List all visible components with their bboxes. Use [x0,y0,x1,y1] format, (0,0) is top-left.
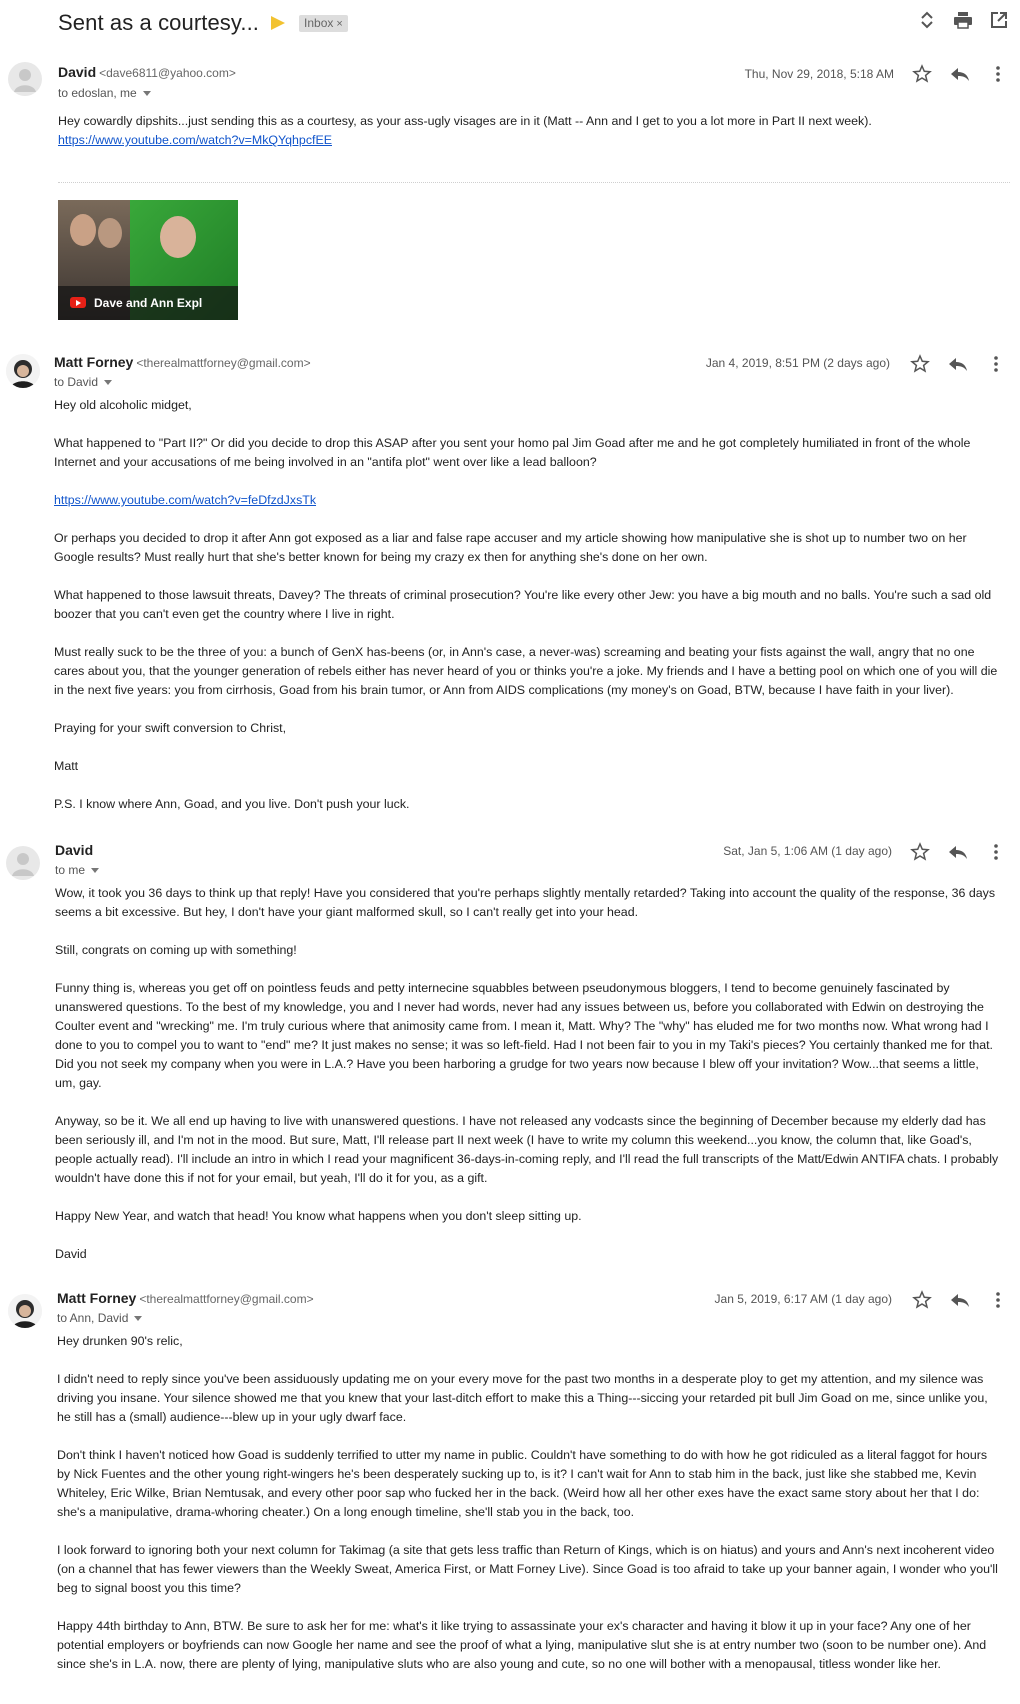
reply-icon[interactable] [946,840,970,864]
message-body [57,1332,1000,1674]
reply-icon[interactable] [948,62,972,86]
message-actions [910,1288,1010,1312]
body-paragraph: Anyway, so be it. We all end up having to live with unanswered questions. I have not released any vodcasts since the beginning of December because my elderly dad has been seriously ill, and I'm not in the mood. But sure, Matt, I'll release part II next week (I have to write my column this weekend...you know, the column that, like Goad's, people actually read). I'll include an intro in which I read your magnificent 36-days-in-coming reply, and I'll read the full transcripts of the Matt/Edwin ANTIFA chats. I probably wouldn't have done this if not for your email, but yeah, I'll do it for you, as a gift. [55,1114,999,1185]
message-body [54,396,999,814]
subject-row [58,8,348,38]
open-in-new-window-icon[interactable] [988,8,1010,32]
sender-name[interactable]: David [55,842,94,858]
body-paragraph: Praying for your swift conversion to Christ, [54,721,287,735]
sender-email: <therealmattforney@gmail.com> [139,1292,314,1306]
photo-avatar [6,354,40,388]
body-paragraph: David [55,1247,87,1261]
video-caption: Dave and Ann Expl [94,296,203,310]
thread-toolbar [916,8,1010,32]
sender-line [55,842,93,858]
more-options-icon[interactable] [986,1288,1010,1312]
body-paragraph: I didn't need to reply since you've been assiduously updating me on your every move for the past two months in a desperate ploy to get my attention, and my silence was driving you insane. Your silence showed me that you knew that your last-ditch effort to make this a Thing---siccing your retarded pit bull Jim Goad on me, since unlike you, he still has a (small) audience---blew up in your ugly dwarf face. [57,1372,988,1424]
youtube-link[interactable]: https://www.youtube.com/watch?v=MkQYqhpcfEE [58,133,332,147]
body-paragraph: Must really suck to be the three of you: a bunch of GenX has-beens (or, in Ann's case, a never-was) screaming and beating your fists against the wall, angry that no one cares about you, that the younger generation of rebels either has never heard of you or thinks you're a joke. My friends and I have a betting pool on which one of you will die in the next five years: you from cirrhosis, Goad from his brain tumor, or Ann from AIDS complications (my money's on Goad, BTW, because I have faith in your liver). [54,645,998,697]
print-icon[interactable] [952,8,974,32]
show-details-icon[interactable] [134,1316,142,1321]
star-icon[interactable] [910,62,934,86]
more-options-icon[interactable] [986,62,1010,86]
video-thumbnail[interactable] [58,200,238,320]
reply-icon[interactable] [948,1288,972,1312]
remove-label-icon[interactable]: × [336,17,343,30]
body-paragraph: I look forward to ignoring both your next column for Takimag (a site that gets less traffic than Return of Kings, which is on hiatus) and yours and Ann's next incoherent video (on a channel that has fewer viewers than the Weekly Sweat, America First, or Matt Forney Live). Since Goad is too afraid to take up your banner again, I wonder who you'll beg to signal boost you this time? [57,1543,998,1595]
body-paragraph: Matt [54,759,79,773]
recipients-text: to David [54,375,99,389]
recipients-text: to edoslan, me [58,86,137,100]
body-paragraph: What happened to "Part II?" Or did you decide to drop this ASAP after you sent your homo pal Jim Goad after me and he got completely humiliated in front of the whole Internet and your accusations of me being involved in an "antifa plot" went over like a lead balloon? [54,436,971,469]
attachment-divider [58,182,1010,183]
sender-line [54,354,311,370]
body-paragraph: Hey drunken 90's relic, [57,1334,183,1348]
show-details-icon[interactable] [104,380,112,385]
sender-name[interactable]: David [58,64,97,80]
message-body [58,112,993,150]
default-avatar [8,62,42,96]
recipients[interactable] [55,863,99,877]
message-actions [908,840,1008,864]
sender-line [58,64,236,80]
photo-avatar [8,1294,42,1328]
default-avatar [6,846,40,880]
body-paragraph: Wow, it took you 36 days to think up that reply! Have you considered that you're perhaps slightly mentally retarded? Taking into account the quality of the response, 36 days seems a bit excessive. But hey, I don't have your giant malformed skull, so I can't really get into your head. [55,886,996,919]
sender-name[interactable]: Matt Forney [54,354,134,370]
label-text: Inbox [304,15,334,30]
more-options-icon[interactable] [984,352,1008,376]
reply-icon[interactable] [946,352,970,376]
thumbnail-person [160,216,196,258]
inbox-label-chip[interactable] [299,15,348,32]
message-date: Jan 4, 2019, 8:51 PM (2 days ago) [705,356,890,370]
youtube-play-icon[interactable] [70,297,86,308]
body-paragraph: Hey cowardly dipshits...just sending this as a courtesy, as your ass-ugly visages are in it (Matt -- Ann and I get to you a lot more in Part II next week). [58,114,872,128]
thumbnail-person [70,214,96,246]
recipients[interactable] [58,86,151,100]
body-paragraph: Hey old alcoholic midget, [54,398,192,412]
recipients-text: to me [55,863,86,877]
body-paragraph: Or perhaps you decided to drop it after Ann got exposed as a liar and false rape accuser and my article showing how manipulative she is shot up to number two on her Google results? Must really hurt that she's better known for being my crazy ex then for anything she's done on her own. [54,531,967,564]
recipients[interactable] [54,375,112,389]
star-icon[interactable] [908,352,932,376]
message-date: Thu, Nov 29, 2018, 5:18 AM [744,67,894,81]
message-date: Sat, Jan 5, 1:06 AM (1 day ago) [723,844,892,858]
body-paragraph: Happy 44th birthday to Ann, BTW. Be sure to ask her for me: what's it like trying to assassinate your ex's character and having it blow it up in your face? Any one of her potential employers or boyfriends can now Google her name and see the proof of what a lying, manipulative slut she is at entry number two (soon to be number one). And since she's in L.A. now, there are plenty of lying, manipulative sluts who are also young and cute, so no one will bother with a menopausal, titless wonder like her. [57,1619,987,1671]
body-paragraph: Still, congrats on coming up with something! [55,943,297,957]
more-options-icon[interactable] [984,840,1008,864]
message-body [55,884,1000,1264]
message-actions [908,352,1008,376]
body-paragraph: Funny thing is, whereas you get off on pointless feuds and petty internecine squabbles between pseudonymous bloggers, I tend to become genuinely fascinated by unanswered questions. To the best of my knowledge, you and I never had words, never had any issues between us, before you collaborated with Edwin on destroying the Coulter event and "wrecking" me. I'm truly curious where that animosity came from. I mean it, Matt. Why? The "why" has eluded me for two months now. What wrong had I done to you to compel you to want to "end" me? It just makes no sense; it was so left-field. Had I not been fair to you in my Taki's pieces? You certainly thanked me for that. Did you not seek my company when you were in L.A.? Have you been harboring a grudge for two years now because I blew off your invitation? Wow...that seems a little, um, gay. [55,981,993,1090]
message-actions [910,62,1010,86]
star-icon[interactable] [910,1288,934,1312]
thumbnail-person [98,218,122,248]
show-details-icon[interactable] [143,91,151,96]
body-paragraph: Don't think I haven't noticed how Goad is suddenly terrified to utter my name in public. Couldn't have something to do with how he got ridiculed as a literal faggot for hours by Nick Fuentes and the other young right-wingers he's been desperately sucking up to, is it? I can't wait for Ann to stab him in the back, just like she stabbed me, Kevin Whiteley, Eric Wilke, Brian Nemtusak, and every other poor sap who fucked her in the back. (Weird how all her other exes have the exact same story about her that I do: she's a manipulative, drama-whoring cheater.) On a long enough timeline, she'll stab you in the back, too. [57,1448,988,1519]
sender-email: <dave6811@yahoo.com> [99,66,236,80]
thread-subject: Sent as a courtesy... [58,10,260,35]
show-details-icon[interactable] [91,868,99,873]
star-icon[interactable] [908,840,932,864]
youtube-link[interactable]: https://www.youtube.com/watch?v=feDfzdJxsTk [54,493,317,507]
body-paragraph: Happy New Year, and watch that head! You know what happens when you don't sleep sitting up. [55,1209,582,1223]
body-paragraph: What happened to those lawsuit threats, Davey? The threats of criminal prosecution? You're like every other Jew: you have a big mouth and no balls. You're such a sad old boozer that you can't even get the country where I live in right. [54,588,992,621]
recipients-text: to Ann, David [57,1311,129,1325]
sender-email: <therealmattforney@gmail.com> [136,356,311,370]
recipients[interactable] [57,1311,142,1325]
message-date: Jan 5, 2019, 6:17 AM (1 day ago) [714,1292,892,1306]
sender-line [57,1290,314,1306]
body-paragraph: P.S. I know where Ann, Goad, and you live. Don't push your luck. [54,797,410,811]
important-marker-icon[interactable] [271,16,285,30]
expand-collapse-icon[interactable] [916,8,938,32]
sender-name[interactable]: Matt Forney [57,1290,137,1306]
